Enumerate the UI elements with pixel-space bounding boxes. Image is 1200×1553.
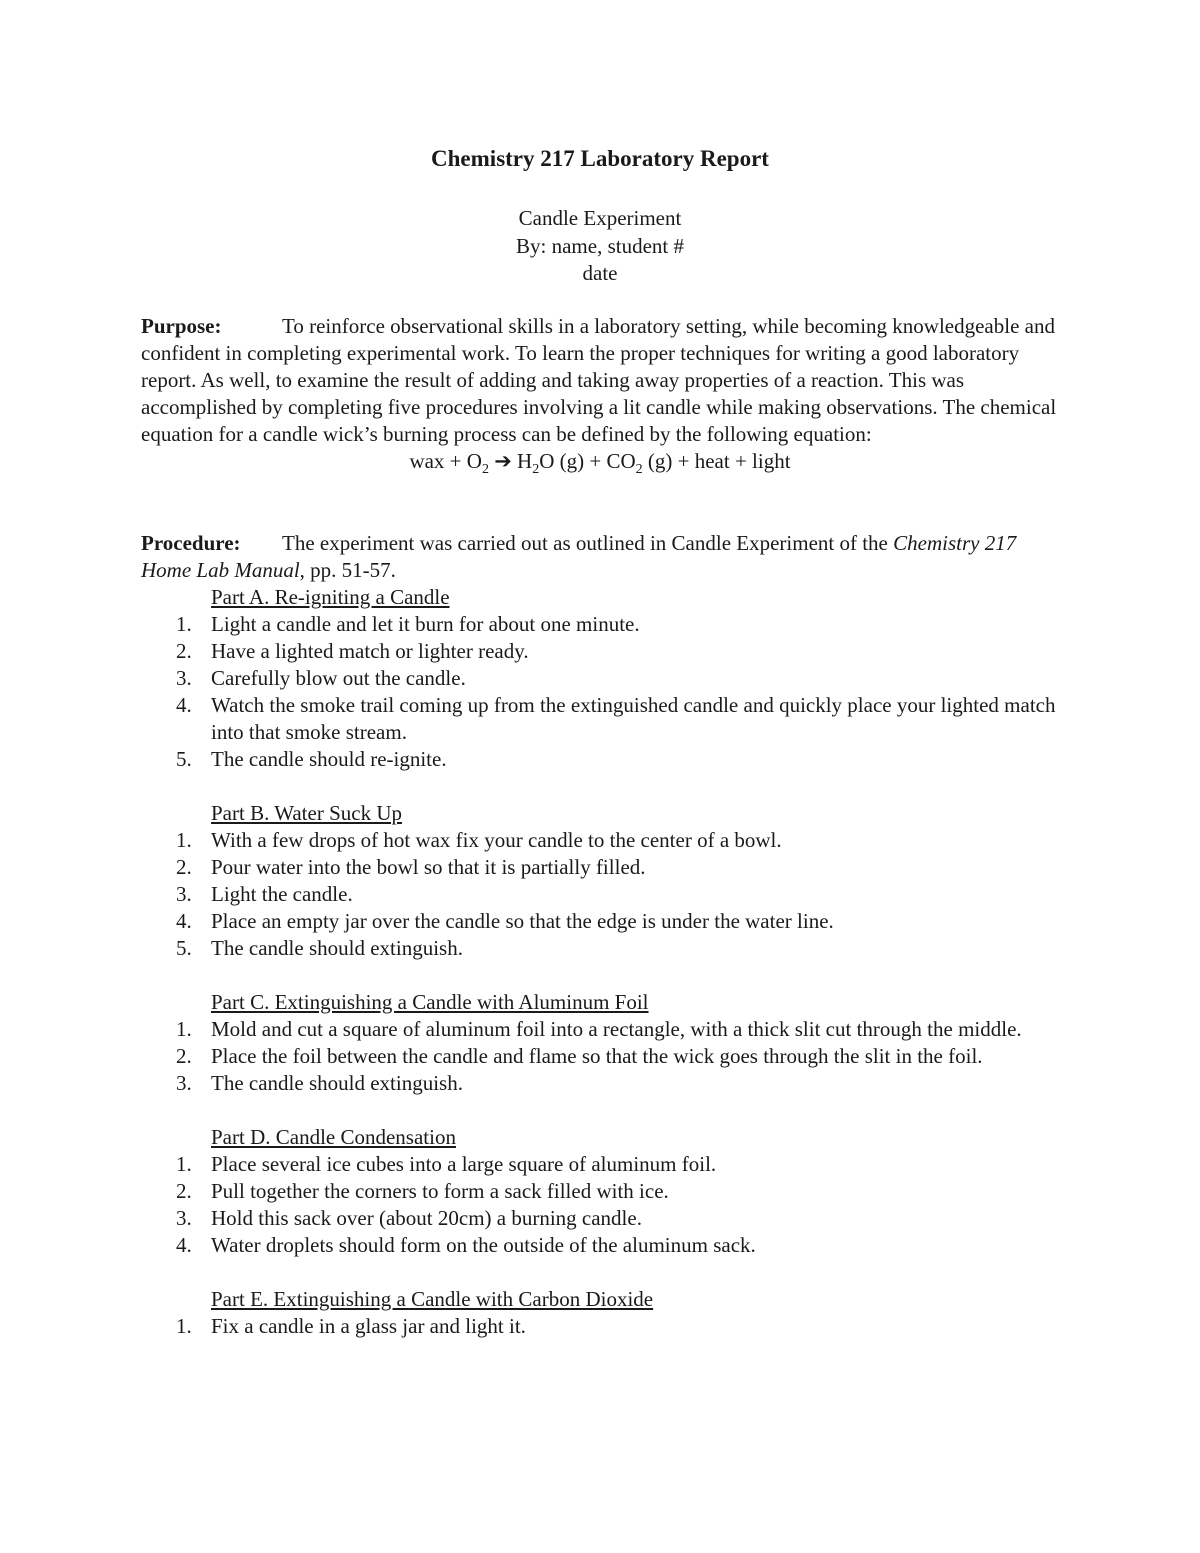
step-number: 4. [176,909,192,933]
step-text: Fix a candle in a glass jar and light it. [211,1314,526,1338]
part-spacer [141,962,1059,989]
steps-list [141,827,1059,962]
step-text: Mold and cut a square of aluminum foil into a rectangle, with a thick slit cut through the middle. [211,1017,1022,1041]
step-number: 3. [176,1071,192,1095]
part-spacer [141,773,1059,800]
list-item [141,1178,1059,1205]
experiment-name: Candle Experiment [518,206,682,230]
list-item [141,1313,1059,1340]
arrow-icon: ➔ [494,449,512,473]
step-number: 1. [176,1314,192,1338]
steps-list [141,1016,1059,1097]
step-number: 3. [176,666,192,690]
step-text: Carefully blow out the candle. [211,666,466,690]
list-item [141,1043,1059,1070]
step-number: 1. [176,828,192,852]
step-number: 5. [176,747,192,771]
list-item [141,665,1059,692]
step-text: Light a candle and let it burn for about one minute. [211,612,640,636]
step-number: 4. [176,1233,192,1257]
step-text: The candle should re-ignite. [211,747,447,771]
list-item [141,854,1059,881]
step-text: Hold this sack over (about 20cm) a burning candle. [211,1206,642,1230]
procedure-section [141,530,1059,1340]
list-item [141,935,1059,962]
step-number: 2. [176,855,192,879]
step-text: Pour water into the bowl so that it is partially filled. [211,855,646,879]
step-text: The candle should extinguish. [211,1071,463,1095]
procedure-paragraph: Procedure: The experiment was carried out as outlined in Candle Experiment of the Chemistry 217 Home Lab Manual, pp. 51-57. [141,531,1017,582]
step-text: Pull together the corners to form a sack filled with ice. [211,1179,669,1203]
author-line: By: name, student # [516,233,684,258]
step-number: 2. [176,1044,192,1068]
list-item [141,1205,1059,1232]
part-title: Part C. Extinguishing a Candle with Aluminum Foil [211,990,649,1014]
list-item [141,611,1059,638]
steps-list [141,1151,1059,1259]
part-title: Part B. Water Suck Up [211,801,402,825]
list-item [141,908,1059,935]
list-item [141,638,1059,665]
chemical-equation: wax + $O_2$ ➔ $H_2O$ $(g) + CO_2$ (g) + heat + light [409,449,791,478]
step-text: Watch the smoke trail coming up from the extinguished candle and quickly place your lighted match into that smoke stream. [211,693,1056,744]
part-spacer [141,1097,1059,1124]
purpose-label: Purpose: [141,314,222,338]
step-text: Have a lighted match or lighter ready. [211,639,529,663]
step-number: 3. [176,882,192,906]
procedure-label: Procedure: [141,531,241,555]
lab-manual-title: Chemistry 217 Home Lab Manual [141,531,1017,582]
step-number: 3. [176,1206,192,1230]
step-text: Water droplets should form on the outside of the aluminum sack. [211,1233,756,1257]
list-item [141,1070,1059,1097]
part-title: Part D. Candle Condensation [211,1125,456,1149]
step-number: 1. [176,612,192,636]
purpose-paragraph [141,313,1059,448]
step-text: Light the candle. [211,882,353,906]
step-number: 1. [176,1152,192,1176]
step-text: The candle should extinguish. [211,936,463,960]
list-item [141,827,1059,854]
document-title: Chemistry 217 Laboratory Report [431,146,769,171]
list-item [141,881,1059,908]
list-item [141,1232,1059,1259]
subtitle-block [141,205,1059,288]
part-spacer [141,1259,1059,1286]
step-number: 2. [176,639,192,663]
purpose-text: To reinforce observational skills in a laboratory setting, while becoming knowledgeable and confident in completing experimental work. To learn the proper techniques for writing a good laboratory report. As well, to examine the result of adding and taking away properties of a reaction. This was accomplished by completing five procedures involving a lit candle while making observations. The chemical equation for a candle wick’s burning process can be defined by the following equation: [141,314,1057,446]
list-item [141,692,1059,746]
step-text: With a few drops of hot wax fix your candle to the center of a bowl. [211,828,782,852]
procedure-parts [141,584,1059,1340]
list-item [141,1151,1059,1178]
step-number: 5. [176,936,192,960]
step-text: Place the foil between the candle and flame so that the wick goes through the slit in the foil. [211,1044,983,1068]
step-number: 2. [176,1179,192,1203]
date-line: date [582,261,618,285]
list-item [141,746,1059,773]
part-title: Part A. Re-igniting a Candle [211,585,450,609]
purpose-section [141,313,1059,478]
step-text: Place several ice cubes into a large square of aluminum foil. [211,1152,717,1176]
steps-list [141,1313,1059,1340]
part-title: Part E. Extinguishing a Candle with Carbon Dioxide [211,1287,654,1311]
steps-list [141,611,1059,773]
step-number: 1. [176,1017,192,1041]
step-text: Place an empty jar over the candle so that the edge is under the water line. [211,909,834,933]
step-number: 4. [176,693,192,717]
list-item [141,1016,1059,1043]
